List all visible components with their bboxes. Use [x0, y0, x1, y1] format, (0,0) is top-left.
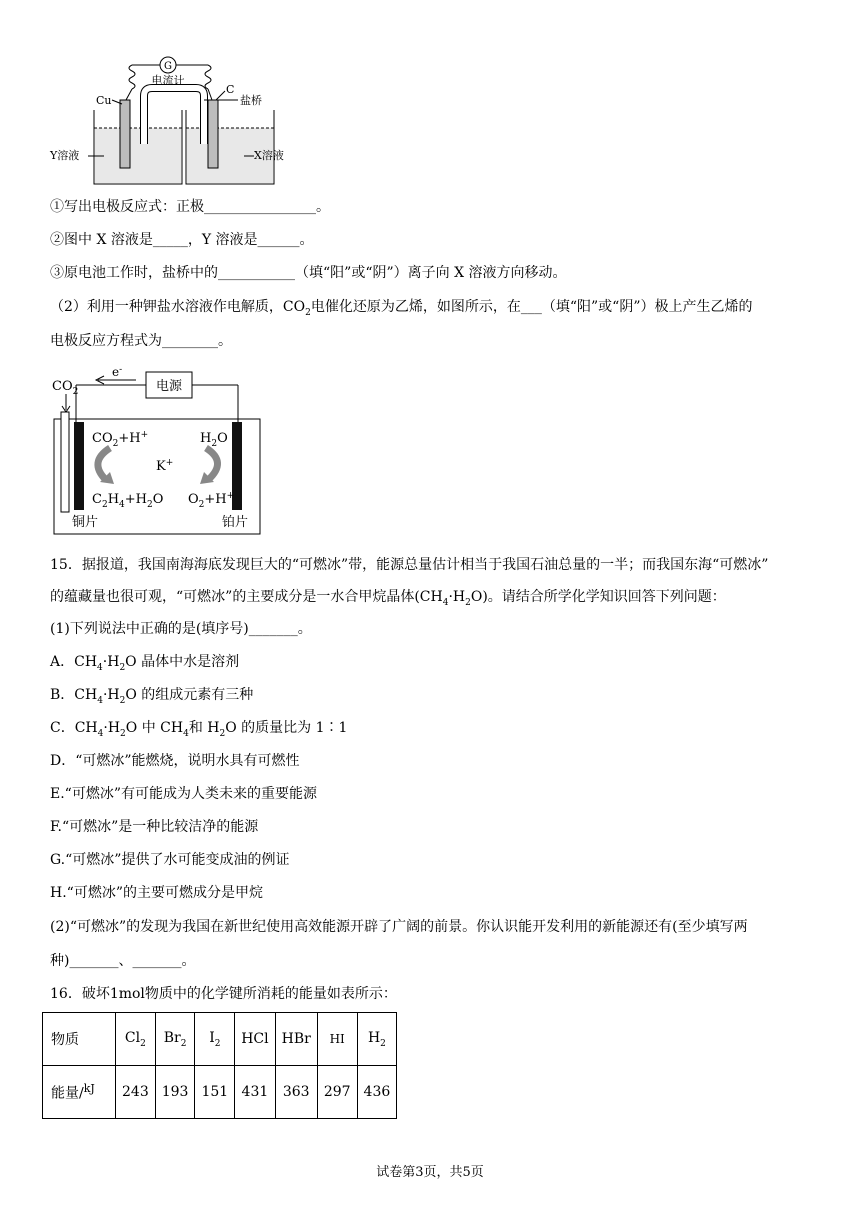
co2-label: $CO_2$: [52, 379, 79, 397]
table-row-label: 能量/$^{kJ}$: [43, 1066, 116, 1119]
q15-option-h: H.“可燃冰”的主要可燃成分是甲烷: [50, 885, 263, 901]
table-cell: 243: [116, 1066, 156, 1119]
ammeter-label: 电流计: [151, 74, 185, 87]
table-col-cl2: $Cl_2$: [116, 1013, 156, 1066]
table-value-row: [43, 1066, 397, 1119]
copper-sheet-label: 铜片: [72, 515, 99, 530]
table-header-label: 物质: [43, 1013, 116, 1066]
q15-option-f: F.“可燃冰”是一种比较洁净的能源: [50, 819, 259, 835]
table-cell: 431: [235, 1066, 275, 1119]
q15-intro-line-2: 的蕴藏量也很可观，“可燃冰”的主要成分是一水合甲烷晶体$(CH_4\cdot H_2O)$。请结合所学化学知识回答下列问题：: [50, 589, 726, 608]
table-col-br2: $Br_2$: [155, 1013, 195, 1066]
q14-part2-line-1: （2）利用一种钾盐水溶液作电解质，$CO_2$电催化还原为乙烯，如图所示，在___（填“阳”或“阴”）极上产生乙烯的: [50, 299, 753, 318]
q15-option-a: A．$CH_4\cdot H_2O$ 晶体中水是溶剂: [50, 654, 240, 673]
salt-bridge-label: 盐桥: [240, 94, 262, 107]
table-col-hcl: HCl: [235, 1013, 275, 1066]
q15-option-c: C．$CH_4\cdot H_2O$ 中 $CH_4$和 $H_2O$ 的质量比为 1∶1: [50, 720, 348, 739]
table-header-row: [43, 1013, 397, 1066]
x-solution-label: X溶液: [254, 149, 284, 162]
potassium-ion-label: K+: [156, 458, 174, 474]
cu-label: Cu: [96, 94, 112, 107]
q15-option-g: G.“可燃冰”提供了水可能变成油的例证: [50, 852, 290, 868]
electrolysis-diagram: [48, 362, 266, 538]
q14-line-3: ③原电池工作时，盐桥中的___________（填“阳”或“阴”）离子向 X 溶液方向移动。: [50, 265, 567, 281]
galvanometer-label: G: [164, 61, 172, 72]
y-solution-label: Y溶液: [50, 149, 80, 162]
right-bottom-products: $O_2+H^+$: [188, 491, 235, 510]
table-col-i2: $I_2$: [195, 1013, 235, 1066]
q15-part2-line-1: (2)“可燃冰”的发现为我国在新世纪使用高效能源开辟了广阔的前景。你认识能开发利用的新能源还有(至少填写两: [50, 919, 748, 935]
table-cell: 297: [317, 1066, 357, 1119]
c-label: C: [226, 83, 235, 96]
q15-part1: (1)下列说法中正确的是(填序号)_______。: [50, 621, 312, 637]
right-top-reactant: $H_2O$: [200, 431, 228, 449]
q15-part2-line-2: 种)_______、_______。: [50, 953, 196, 969]
table-cell: 363: [275, 1066, 317, 1119]
table-col-hi: HI: [317, 1013, 357, 1066]
q14-part2-line-2: 电极反应方程式为________。: [50, 333, 232, 349]
q15-option-e: E.“可燃冰”有可能成为人类未来的重要能源: [50, 786, 317, 802]
table-col-h2: $H_2$: [357, 1013, 397, 1066]
q16-intro: 16．破坏1mol物质中的化学键所消耗的能量如表所示：: [50, 986, 397, 1002]
page-footer: 试卷第3页，共5页: [376, 1165, 484, 1180]
q15-option-b: B．$CH_4\cdot H_2O$ 的组成元素有三种: [50, 687, 254, 706]
table-cell: 193: [155, 1066, 195, 1119]
table-cell: 151: [195, 1066, 235, 1119]
table-col-hbr: HBr: [275, 1013, 317, 1066]
q15-option-d: D．“可燃冰”能燃烧，说明水具有可燃性: [50, 753, 300, 769]
platinum-sheet-label: 铂片: [222, 515, 249, 530]
left-bottom-products: $C_2H_4+H_2O$: [92, 492, 164, 510]
bond-energy-table: [42, 1012, 397, 1119]
left-top-reactants: $CO_2+H^+$: [92, 430, 149, 449]
q15-intro-line-1: 15．据报道，我国南海海底发现巨大的“可燃冰”带，能源总量估计相当于我国石油总量的一半；而我国东海“可燃冰”: [50, 557, 769, 573]
table-cell: 436: [357, 1066, 397, 1119]
q14-line-2: ②图中 X 溶液是_____，Y 溶液是______。: [50, 232, 314, 248]
q14-line-1: ①写出电极反应式：正极________________。: [50, 199, 330, 215]
electron-label: e-: [112, 365, 123, 379]
galvanic-cell-diagram: [48, 48, 308, 194]
power-label: 电源: [155, 379, 183, 394]
